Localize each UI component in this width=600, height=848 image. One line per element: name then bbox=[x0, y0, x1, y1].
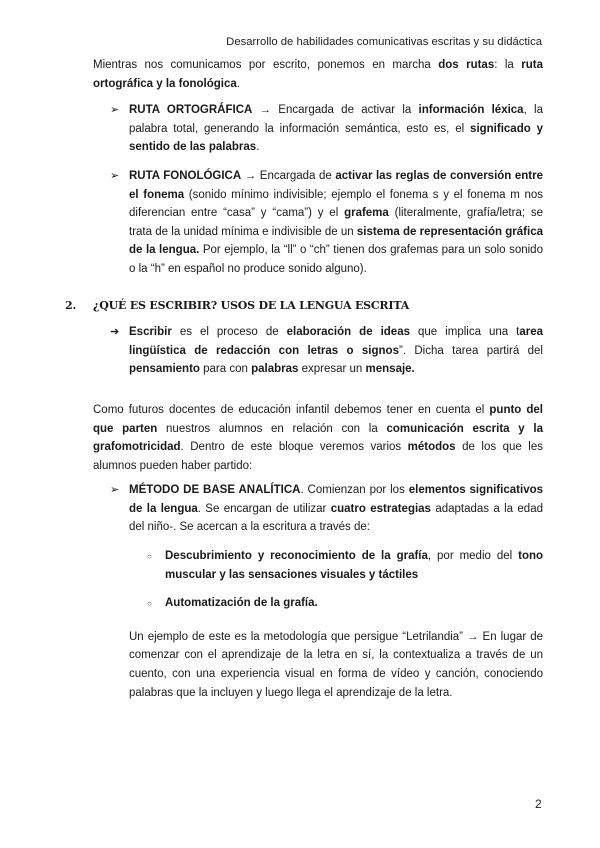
arrowhead-bullet-icon: ➢ bbox=[110, 484, 120, 497]
estrategia-1-text bbox=[165, 547, 543, 584]
bold-text: elaboración de ideas bbox=[286, 326, 410, 339]
bold-text: Automatización de la grafía. bbox=[165, 597, 318, 610]
text: que implica una t bbox=[410, 326, 520, 339]
section-number: 2. bbox=[65, 298, 77, 312]
intro-text-3: . bbox=[236, 77, 240, 90]
bold-text: MÉTODO DE BASE ANALÍTICA bbox=[129, 484, 301, 497]
running-header: Desarrollo de habilidades comunicativas escritas y su didáctica bbox=[226, 36, 542, 48]
text: (sonido mínimo indivisible; ejemplo el fonema s y el fonema m nos diferencian entre “casa” y “cama”) y el bbox=[129, 188, 544, 220]
text: expresar un bbox=[298, 363, 366, 376]
intro-text-2: : la bbox=[494, 59, 522, 71]
text: → Encargada de activar la bbox=[252, 104, 419, 117]
ruta-fonologica-text bbox=[129, 167, 543, 279]
text: . Se encargan de utilizar bbox=[197, 502, 331, 515]
text: (literalmente, grafía/letra; se trata de la unidad mínima e indivisible de un bbox=[129, 207, 543, 238]
text: → Encargada de bbox=[241, 169, 336, 182]
text: Por ejemplo, la “ll” o “ch” tienen dos grafemas para un solo sonido o la “h” en español no produce sonido alguno). bbox=[129, 244, 543, 275]
circle-bullet-icon: ○ bbox=[147, 599, 152, 609]
intro-bold-1: dos rutas bbox=[438, 59, 495, 71]
estrategia-item bbox=[129, 594, 543, 613]
escribir-text bbox=[129, 323, 543, 379]
ruta-ortografica-text bbox=[129, 101, 543, 157]
bold-text: sistema de representación gráfica de la lengua. bbox=[129, 225, 543, 257]
page-content bbox=[65, 56, 544, 702]
text: . Comienzan por los bbox=[300, 484, 409, 497]
intro-paragraph bbox=[93, 56, 543, 93]
bold-text: métodos bbox=[407, 441, 456, 454]
arrow-bullet-icon: ➔ bbox=[110, 326, 120, 339]
estrategia-item bbox=[129, 547, 543, 584]
arrowhead-bullet-icon: ➢ bbox=[110, 169, 120, 182]
text: . Dentro de este bloque veremos varios bbox=[180, 441, 408, 454]
section-title: ¿QUÉ ES ESCRIBIR? USOS DE LA LENGUA ESCRITA bbox=[93, 298, 410, 312]
text: para con bbox=[199, 363, 252, 376]
bold-text: información léxica bbox=[418, 104, 524, 117]
arrowhead-bullet-icon: ➢ bbox=[110, 104, 120, 117]
section-2-heading bbox=[65, 297, 543, 316]
text: de los que les alumnos pueden haber partido: bbox=[93, 441, 543, 472]
bold-text: mensaje. bbox=[365, 363, 415, 376]
bold-text: cuatro estrategias bbox=[330, 502, 431, 515]
bold-text: grafema bbox=[344, 207, 389, 220]
metodo-item bbox=[93, 481, 543, 702]
text: Como futuros docentes de educación infantil debemos tener en cuenta el bbox=[93, 403, 490, 416]
text: adaptadas a la edad del niño-. Se acercan a la escritura a través de: bbox=[129, 502, 543, 534]
page-number: 2 bbox=[535, 797, 542, 811]
intro-bold-2: ruta ortográfica y la fonológica bbox=[93, 59, 543, 90]
bold-text: significado y sentido de las palabras bbox=[129, 122, 544, 154]
metodo-text bbox=[129, 481, 543, 537]
bold-text: comunicación escrita y la grafomotricidad bbox=[93, 422, 543, 454]
text: nuestros alumnos en relación con la bbox=[157, 422, 387, 435]
bold-text: palabras bbox=[251, 363, 299, 376]
text: . bbox=[256, 141, 260, 154]
text: , por medio del bbox=[427, 550, 519, 563]
ruta-ortografica-item bbox=[93, 101, 543, 157]
bold-text: pensamiento bbox=[129, 363, 200, 376]
escribir-item bbox=[93, 323, 543, 379]
docentes-paragraph bbox=[93, 401, 543, 475]
text: ”. Dicha tarea partirá del bbox=[398, 344, 543, 357]
bold-text: elementos significativos de la lengua bbox=[129, 484, 544, 515]
text: , la palabra total, generando la información semántica, esto es, el bbox=[129, 104, 543, 135]
intro-text-1: Mientras nos comunicamos por escrito, ponemos en marcha bbox=[93, 59, 439, 71]
bold-text: punto del que parten bbox=[93, 403, 543, 435]
circle-bullet-icon: ○ bbox=[147, 552, 152, 562]
text: es el proceso de bbox=[171, 326, 287, 339]
bold-text: tono muscular y las sensaciones visuales y táctiles bbox=[165, 550, 544, 581]
bold-text: Descubrimiento y reconocimiento de la grafía bbox=[165, 550, 428, 563]
ruta-fonologica-item bbox=[93, 167, 543, 279]
bold-text: Escribir bbox=[129, 326, 172, 339]
ruta-fonologica-title: RUTA FONOLÓGICA bbox=[129, 169, 242, 182]
ejemplo-paragraph: Un ejemplo de este es la metodología que persigue “Letrilandia” → En lugar de comenzar con el aprendizaje de la letra en sí, la contextualiza a través de un cuento, con una experiencia visual en forma de vídeo y canción, conociendo palabras que la incluyen y luego llega el aprendizaje de la letra. bbox=[129, 630, 543, 699]
bold-text: activar las reglas de conversión entre el fonema bbox=[129, 169, 544, 201]
bold-text: area lingüística de redacción con letras o signos bbox=[129, 326, 544, 357]
ruta-ortografica-title: RUTA ORTOGRÁFICA bbox=[129, 104, 253, 117]
estrategia-2-text bbox=[165, 594, 543, 613]
